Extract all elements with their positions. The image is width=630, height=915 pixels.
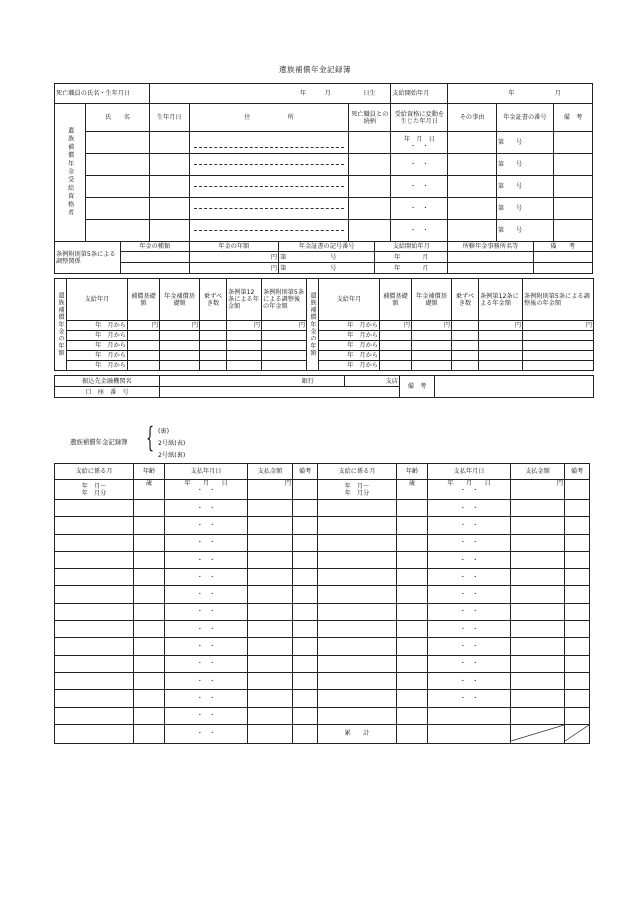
annual-header-base: 補償基礎額 [128,279,160,321]
annual-amount-table [54,278,594,371]
annual-header-period: 支給年月 [67,279,128,321]
ledger-row: ・ ・ ・ ・ [55,638,590,655]
ledger-header-age-r: 年齢 [397,464,428,480]
recipient-row: ・ ・ 第 号 [55,154,593,176]
annual-row: 年 月から 年 月から [55,341,594,351]
adjust-row: 円 第 号 年 月 [55,263,593,274]
ledger-header-paydate: 支払年月日 [165,464,248,480]
ledger-row: ・ ・ ・ ・ [55,672,590,689]
bank-table [54,375,594,398]
ledger-row: ・ ・ ・ ・ [55,534,590,551]
ledger-total-label: 累 計 [318,724,397,743]
ledger-header-amount-r: 支払金額 [511,464,565,480]
recipients-side-label: 遺族補償年金受給資格者 [55,104,86,242]
account-field [160,387,400,398]
recipient-row: ・ ・ 第 号 [55,198,593,220]
adjust-header-cert: 年金証書の記号番号 [279,242,375,252]
annual-header-base-r: 補償基礎額 [380,279,412,321]
header-address: 住 所 [189,104,349,132]
bank-branch-field: 支店 [345,376,400,387]
adjust-header-amount: 年金の年額 [189,242,278,252]
header-birth: 生年月日 [149,104,189,132]
sub-title: 遺族補償年金記録簿 [70,438,128,446]
adjust-header-kind: 年金の種類 [120,242,189,252]
brace-glyph: { [146,421,155,454]
header-name: 氏 名 [86,104,150,132]
ledger-first-row: 年 月～ 年 月分 歳 年 月 日 ・ ・ 円 年 月～ 年 月分 歳 年 月 日 ・ ・ 円 [55,480,590,500]
annual-header-amount-r: 年金補償基礎額 [412,279,452,321]
page-title: 遺族補償年金記録簿 [279,65,351,74]
adjust-label: 条例附則第5条による調整関係 [55,242,121,274]
adjust-header-start: 支給開始年月 [375,242,448,252]
ledger-total-row: ・ ・ 累 計 [55,724,590,743]
diagonal-line [565,725,589,741]
ledger-header-month-r: 支給に係る月 [318,464,397,480]
ledger-header-row [55,464,590,480]
annual-row: 年 月から 年 月から [55,361,594,371]
ledger-row: ・ ・ ・ ・ [55,569,590,586]
bank-note-label: 備 考 [400,376,435,398]
ledger-header-note: 備考 [293,464,318,480]
deceased-label: 死亡職員の氏名・生年月日 [55,84,150,104]
annual-row: 年 月から 年 月から [55,331,594,341]
ledger-row: ・ ・ ・ ・ [55,690,590,707]
annual-header-art5: 条例附則第5条による調整後の年金額 [262,279,307,321]
ledger-header-paydate-r: 支払年月日 [428,464,511,480]
sub-item: (裏) [158,428,170,435]
annual-header-period-r: 支給年月 [319,279,380,321]
header-reason: その事由 [448,104,496,132]
annual-row: 年 月から 年 月から [55,351,594,361]
recipient-row: ・ ・ 第 号 [55,220,593,242]
bank-note-field [435,376,594,398]
ledger-row: ・ ・ ・ ・ [55,603,590,620]
annual-header-multiplier-r: 乗ずべき数 [452,279,479,321]
adjust-header-office: 所轄年金事務所名等 [448,242,533,252]
annual-header-art12-r: 条例第12条による年金額 [479,279,523,321]
annual-row: 年 月から 円 円 円 円 年 月から 円 円 円 円 [55,321,594,331]
annual-header-art12: 条例第12条による年金額 [227,279,262,321]
ledger-row: ・ ・ ・ ・ [55,500,590,517]
header-cert: 年金証書の番号 [496,104,553,132]
ledger-row: ・ ・ ・ ・ [55,551,590,568]
payment-start-label: 支給開始年月 [391,84,448,104]
ledger-header-amount: 支払金額 [248,464,293,480]
ledger-header-age: 年齢 [134,464,165,480]
recipient-row: ・ ・ 第 号 [55,176,593,198]
annual-header-art5-r: 条例附則第5条による調整後の年金額 [523,279,594,321]
sub-item: 2号紙(裏) [158,452,186,459]
ledger-row: ・ ・ ・ ・ [55,517,590,534]
sub-item: 2号紙(表) [158,440,186,447]
header-note: 備 考 [553,104,592,132]
annual-side-left: 遺族補償年金の年額 [55,279,67,371]
ledger-row: ・ ・ [55,707,590,724]
ledger-row: ・ ・ ・ ・ [55,621,590,638]
ledger-table [54,463,590,744]
deceased-birth: 年 月 [149,84,348,104]
payment-start-value: 年 月 [448,84,593,104]
account-label: 口 座 番 号 [55,387,160,398]
bank-label: 振込先金融機関名 [55,376,160,387]
ledger-header-month: 支給に係る月 [55,464,134,480]
ledger-header-note-r: 備考 [565,464,590,480]
annual-header-amount: 年金補償基礎額 [160,279,200,321]
header-relation: 死亡職員との続柄 [349,104,391,132]
sub-list [158,426,185,462]
ledger-row: ・ ・ ・ ・ [55,655,590,672]
ledger-row: ・ ・ ・ ・ [55,586,590,603]
diagonal-line [511,725,564,741]
header-change: 受給資格に変動を生じた年月日 [391,104,448,132]
recipient-row: 年 月 日 ・ ・ 第 号 [55,132,593,154]
adjust-header-note: 備 考 [533,242,593,252]
main-form [54,83,593,274]
annual-side-right: 遺族補償年金の年額 [307,279,319,371]
annual-header-multiplier: 乗ずべき数 [200,279,227,321]
bank-name-field: 銀行 [160,376,345,387]
adjust-row: 円 第 号 年 月 [55,252,593,263]
deceased-born-suffix: 日生 [349,84,391,104]
